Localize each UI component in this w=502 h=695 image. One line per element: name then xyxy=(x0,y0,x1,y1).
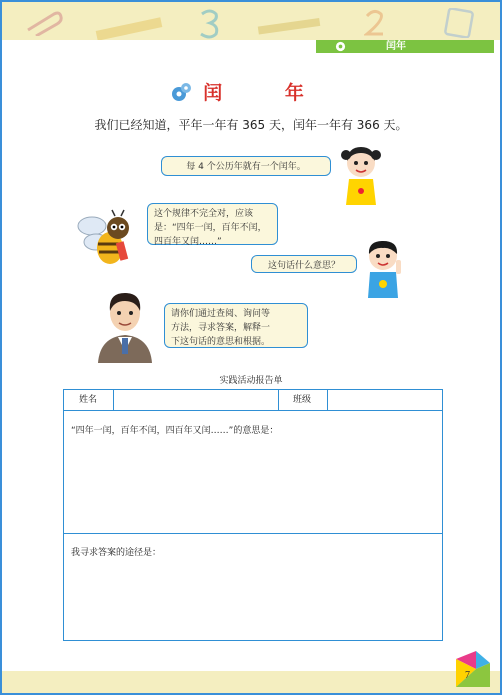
ruler-icon xyxy=(94,14,164,40)
teacher-speech-line: 方法，寻求答案，解释一 xyxy=(171,323,271,333)
boy-avatar xyxy=(362,236,406,298)
teacher-speech-bubble xyxy=(164,303,308,348)
bee-speech-line: 是：“四年一闰，百年不闰， xyxy=(154,223,267,233)
method-answer-area[interactable] xyxy=(64,534,442,641)
header-band xyxy=(2,2,500,40)
form-title: 实践活动报告单 xyxy=(219,376,283,386)
boy-speech-text: 这句话什么意思？ xyxy=(267,261,340,271)
divider xyxy=(327,390,328,411)
number-two-icon xyxy=(364,8,386,38)
section-label: 闰年 xyxy=(386,41,406,52)
paperclip-icon xyxy=(24,8,64,36)
footer-band xyxy=(2,671,500,693)
title-text: 闰 年 xyxy=(203,82,332,104)
page-title xyxy=(0,78,502,105)
girl-speech-bubble xyxy=(161,156,331,176)
divider xyxy=(113,390,114,411)
name-field[interactable] xyxy=(115,390,278,411)
teacher-speech-line: 请你们通过查阅、询问等 xyxy=(171,309,271,319)
bee-speech-line: 这个规律不完全对，应该 xyxy=(154,209,254,219)
girl-avatar xyxy=(340,143,382,207)
bee-speech-bubble xyxy=(147,203,278,245)
name-label: 姓名 xyxy=(79,395,98,405)
meaning-prompt: “四年一闰，百年不闰，四百年又闰……”的意思是： xyxy=(71,426,279,436)
page-number: 7 xyxy=(465,670,470,681)
pencil-icon xyxy=(256,16,326,36)
class-label: 班级 xyxy=(293,395,312,405)
intro-text: 我们已经知道，平年一年有 365 天，闰年一年有 366 天。 xyxy=(94,118,408,132)
page-corner-badge xyxy=(454,649,492,689)
number-three-icon xyxy=(198,8,222,40)
calculator-icon xyxy=(444,8,476,38)
bee-avatar xyxy=(74,208,140,270)
bee-speech-line: 四百年又闰……” xyxy=(154,237,222,247)
gear-icon xyxy=(170,81,192,103)
report-form xyxy=(63,389,443,641)
boy-speech-bubble xyxy=(251,255,357,273)
girl-speech-text: 每 4 个公历年就有一个闰年。 xyxy=(186,162,306,172)
class-label-cell xyxy=(279,390,311,411)
teacher-speech-line: 下这句话的意思和根据。 xyxy=(171,337,271,347)
teacher-avatar xyxy=(92,285,158,363)
gear-icon xyxy=(335,41,346,52)
method-prompt: 我寻求答案的途径是： xyxy=(71,548,162,558)
form-header-row xyxy=(64,390,442,411)
meaning-answer-area[interactable] xyxy=(64,411,442,534)
class-field[interactable] xyxy=(329,390,442,411)
